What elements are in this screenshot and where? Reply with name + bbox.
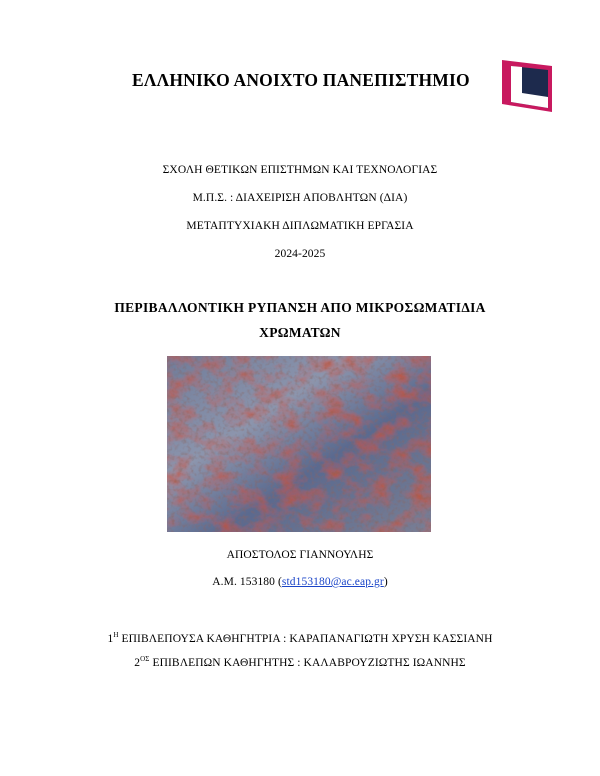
- thesis-title-line2: ΧΡΩΜΑΤΩΝ: [259, 325, 341, 340]
- second-supervisor: [0, 655, 600, 669]
- student-id-line: [0, 576, 600, 588]
- thesis-title-line1: ΠΕΡΙΒΑΛΛΟΝΤΙΚΗ ΡΥΠΑΝΣΗ ΑΠΟ ΜΙΚΡΟΣΩΜΑΤΙΔΙΑ: [114, 300, 486, 315]
- first-supervisor-suffix: Η: [113, 631, 119, 639]
- author-name: ΑΠΟΣΤΟΛΟΣ ΓΙΑΝΝΟΥΛΗΣ: [226, 549, 374, 561]
- first-supervisor-text: ΕΠΙΒΛΕΠΟΥΣΑ ΚΑΘΗΓΗΤΡΙΑ : ΚΑΡΑΠΑΝΑΓΙΩΤΗ ΧΡΥΣΗ ΚΑΣΣΙΑΝΗ: [118, 632, 493, 645]
- first-supervisor: [0, 631, 600, 645]
- university-title: ΕΛΛΗΝΙΚΟ ΑΝΟΙΧΤΟ ΠΑΝΕΠΙΣΤΗΜΙΟ: [132, 70, 470, 90]
- student-id: Α.Μ. 153180 (: [212, 576, 282, 588]
- school-name: ΣΧΟΛΗ ΘΕΤΙΚΩΝ ΕΠΙΣΤΗΜΩΝ ΚΑΙ ΤΕΧΝΟΛΟΓΙΑΣ: [162, 164, 438, 176]
- thesis-type: ΜΕΤΑΠΤΥΧΙΑΚΗ ΔΙΠΛΩΜΑΤΙΚΗ ΕΡΓΑΣΙΑ: [186, 220, 414, 232]
- rusted-paint-photo: [167, 356, 431, 532]
- program-name: Μ.Π.Σ. : ΔΙΑΧΕΙΡΙΣΗ ΑΠΟΒΛΗΤΩΝ (ΔΙΑ): [192, 192, 408, 204]
- email-link[interactable]: std153180@ac.eap.gr: [281, 576, 384, 588]
- university-logo: [502, 60, 552, 112]
- student-id-close: ): [383, 576, 388, 588]
- academic-year: 2024-2025: [274, 248, 326, 260]
- first-supervisor-ordinal: 1: [107, 632, 114, 645]
- second-supervisor-suffix: ΟΣ: [140, 655, 150, 663]
- second-supervisor-text: ΕΠΙΒΛΕΠΩΝ ΚΑΘΗΓΗΤΗΣ : ΚΑΛΑΒΡΟΥΖΙΩΤΗΣ ΙΩΑΝΝΗΣ: [149, 656, 466, 669]
- second-supervisor-ordinal: 2: [134, 656, 141, 669]
